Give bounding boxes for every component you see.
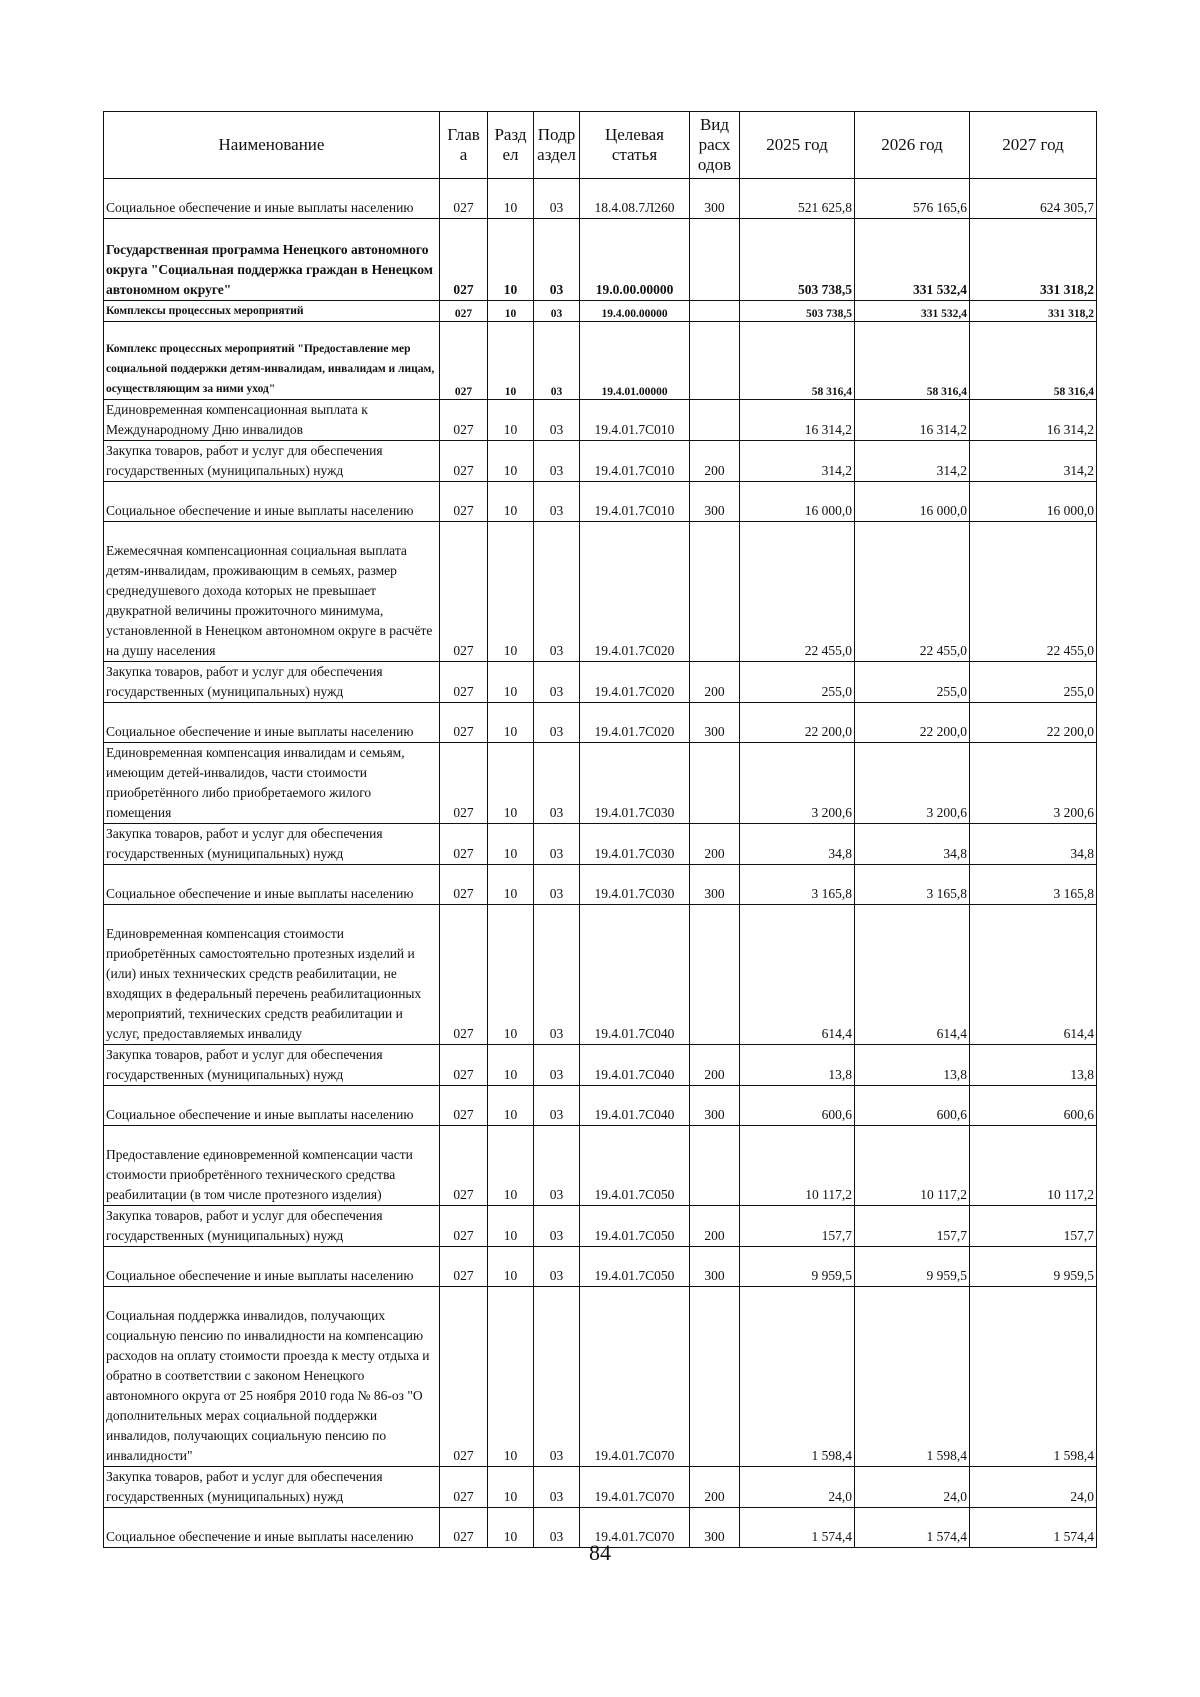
row-name: Социальное обеспечение и иные выплаты населению [104,1247,440,1287]
row-podrazdel: 03 [534,1086,580,1126]
row-2026: 3 165,8 [855,865,970,905]
row-2027: 16 314,2 [970,400,1097,441]
row-2027: 331 318,2 [970,219,1097,301]
row-statya: 19.4.01.7С030 [580,865,690,905]
header-podrazdel: Подр аздел [534,112,580,179]
row-glava: 027 [440,219,488,301]
row-glava: 027 [440,824,488,865]
row-vid: 300 [690,865,740,905]
row-2026: 600,6 [855,1086,970,1126]
row-name: Социальное обеспечение и иные выплаты населению [104,703,440,743]
row-2026: 13,8 [855,1045,970,1086]
row-2027: 624 305,7 [970,179,1097,219]
row-vid [690,219,740,301]
row-2027: 22 455,0 [970,522,1097,662]
row-statya: 18.4.08.7Л260 [580,179,690,219]
row-2027: 34,8 [970,824,1097,865]
row-razdel: 10 [488,1467,534,1508]
row-podrazdel: 03 [534,703,580,743]
row-2027: 314,2 [970,441,1097,482]
header-statya: Целевая статья [580,112,690,179]
row-2025: 614,4 [740,905,855,1045]
row-glava: 027 [440,441,488,482]
row-statya: 19.4.00.00000 [580,301,690,322]
row-vid: 300 [690,482,740,522]
table-row [104,1126,1097,1206]
row-vid: 300 [690,179,740,219]
row-glava: 027 [440,1045,488,1086]
row-razdel: 10 [488,865,534,905]
row-2027: 24,0 [970,1467,1097,1508]
row-name: Закупка товаров, работ и услуг для обеспечения государственных (муниципальных) нужд [104,1045,440,1086]
row-statya: 19.4.01.7С010 [580,441,690,482]
row-podrazdel: 03 [534,1045,580,1086]
table-row [104,1247,1097,1287]
row-2025: 1 598,4 [740,1287,855,1467]
row-glava: 027 [440,301,488,322]
row-glava: 027 [440,400,488,441]
row-glava: 027 [440,1508,488,1548]
table-row [104,482,1097,522]
row-2025: 34,8 [740,824,855,865]
row-podrazdel: 03 [534,743,580,824]
row-razdel: 10 [488,1086,534,1126]
row-name: Социальное обеспечение и иные выплаты населению [104,1086,440,1126]
row-glava: 027 [440,662,488,703]
row-statya: 19.4.01.7С020 [580,703,690,743]
row-statya: 19.4.01.7С030 [580,824,690,865]
row-vid: 200 [690,1206,740,1247]
table-row [104,743,1097,824]
row-name: Единовременная компенсация стоимости приобретённых самостоятельно протезных изделий и (или) иных технических средств реабилитации, не входящих в федеральный перечень реабилитационных мероприятий, технических средств реабилитации и услуг, предоставляемых инвалиду [104,905,440,1045]
header-vid: Вид расх одов [690,112,740,179]
table-row [104,1206,1097,1247]
row-glava: 027 [440,703,488,743]
row-razdel: 10 [488,482,534,522]
row-2027: 614,4 [970,905,1097,1045]
row-glava: 027 [440,1126,488,1206]
row-vid [690,1126,740,1206]
row-2026: 157,7 [855,1206,970,1247]
row-2025: 157,7 [740,1206,855,1247]
row-2027: 58 316,4 [970,322,1097,400]
row-glava: 027 [440,179,488,219]
table-row [104,219,1097,301]
row-razdel: 10 [488,1045,534,1086]
row-name: Социальное обеспечение и иные выплаты населению [104,1508,440,1548]
row-podrazdel: 03 [534,482,580,522]
row-glava: 027 [440,905,488,1045]
row-glava: 027 [440,743,488,824]
header-name: Наименование [104,112,440,179]
row-podrazdel: 03 [534,662,580,703]
row-name: Закупка товаров, работ и услуг для обеспечения государственных (муниципальных) нужд [104,1467,440,1508]
row-glava: 027 [440,1247,488,1287]
row-vid: 300 [690,1508,740,1548]
row-vid: 200 [690,441,740,482]
row-vid [690,1287,740,1467]
row-name: Комплексы процессных мероприятий [104,301,440,322]
row-2025: 3 200,6 [740,743,855,824]
row-statya: 19.4.01.7С030 [580,743,690,824]
row-statya: 19.4.01.7С050 [580,1247,690,1287]
row-statya: 19.4.01.7С070 [580,1287,690,1467]
row-statya: 19.4.01.7С040 [580,1086,690,1126]
row-name: Комплекс процессных мероприятий "Предоставление мер социальной поддержки детям-инвалидам, инвалидам и лицам, осуществляющим за ними уход" [104,322,440,400]
row-statya: 19.4.01.7С040 [580,1045,690,1086]
row-2026: 24,0 [855,1467,970,1508]
row-podrazdel: 03 [534,219,580,301]
row-statya: 19.4.01.7С010 [580,400,690,441]
table-row [104,1086,1097,1126]
row-glava: 027 [440,482,488,522]
row-vid [690,322,740,400]
table-row [104,322,1097,400]
row-statya: 19.4.01.7С070 [580,1467,690,1508]
header-2025: 2025 год [740,112,855,179]
row-podrazdel: 03 [534,1508,580,1548]
row-podrazdel: 03 [534,1467,580,1508]
row-name: Государственная программа Ненецкого автономного округа "Социальная поддержка граждан в Ненецком автономном округе" [104,219,440,301]
row-name: Единовременная компенсация инвалидам и семьям, имеющим детей-инвалидов, части стоимости приобретённого либо приобретаемого жилого помещения [104,743,440,824]
row-2026: 314,2 [855,441,970,482]
row-2025: 22 455,0 [740,522,855,662]
row-name: Предоставление единовременной компенсации части стоимости приобретённого технического средства реабилитации (в том числе протезного изделия) [104,1126,440,1206]
budget-table [103,111,1097,1548]
row-2027: 1 598,4 [970,1287,1097,1467]
row-name: Социальная поддержка инвалидов, получающих социальную пенсию по инвалидности на компенсацию расходов на оплату стоимости проезда к месту отдыха и обратно в соответствии с законом Ненецкого автономного округа от 25 ноября 2010 года № 86-оз "О дополнительных мерах социальной поддержки инвалидов, получающих социальную пенсию по инвалидности" [104,1287,440,1467]
table-row [104,824,1097,865]
row-razdel: 10 [488,905,534,1045]
row-2026: 22 455,0 [855,522,970,662]
row-razdel: 10 [488,743,534,824]
row-2027: 22 200,0 [970,703,1097,743]
row-razdel: 10 [488,219,534,301]
table-row [104,905,1097,1045]
table-header-row [104,112,1097,179]
row-2027: 10 117,2 [970,1126,1097,1206]
table-row [104,703,1097,743]
table-row [104,662,1097,703]
row-podrazdel: 03 [534,179,580,219]
row-vid [690,301,740,322]
row-razdel: 10 [488,703,534,743]
row-2026: 16 314,2 [855,400,970,441]
row-glava: 027 [440,322,488,400]
row-razdel: 10 [488,1206,534,1247]
table-row [104,522,1097,662]
row-2026: 576 165,6 [855,179,970,219]
row-2027: 3 200,6 [970,743,1097,824]
row-statya: 19.4.01.00000 [580,322,690,400]
row-podrazdel: 03 [534,1287,580,1467]
table-row [104,1287,1097,1467]
row-2026: 255,0 [855,662,970,703]
row-name: Социальное обеспечение и иные выплаты населению [104,179,440,219]
table-row [104,1467,1097,1508]
row-razdel: 10 [488,662,534,703]
row-2026: 614,4 [855,905,970,1045]
row-statya: 19.4.01.7С010 [580,482,690,522]
row-vid [690,522,740,662]
row-razdel: 10 [488,179,534,219]
row-statya: 19.4.01.7С020 [580,522,690,662]
row-2025: 22 200,0 [740,703,855,743]
row-glava: 027 [440,865,488,905]
row-2025: 314,2 [740,441,855,482]
row-2025: 24,0 [740,1467,855,1508]
header-glava: Глав а [440,112,488,179]
row-glava: 027 [440,1287,488,1467]
table-row [104,1045,1097,1086]
header-razdel: Разд ел [488,112,534,179]
row-2025: 503 738,5 [740,219,855,301]
row-2027: 331 318,2 [970,301,1097,322]
row-2025: 16 000,0 [740,482,855,522]
row-vid: 300 [690,703,740,743]
row-name: Закупка товаров, работ и услуг для обеспечения государственных (муниципальных) нужд [104,441,440,482]
row-glava: 027 [440,1086,488,1126]
row-2026: 10 117,2 [855,1126,970,1206]
row-2027: 9 959,5 [970,1247,1097,1287]
row-2026: 9 959,5 [855,1247,970,1287]
row-2026: 16 000,0 [855,482,970,522]
row-2025: 3 165,8 [740,865,855,905]
row-2026: 22 200,0 [855,703,970,743]
row-2025: 13,8 [740,1045,855,1086]
row-razdel: 10 [488,301,534,322]
row-podrazdel: 03 [534,865,580,905]
row-name: Закупка товаров, работ и услуг для обеспечения государственных (муниципальных) нужд [104,824,440,865]
row-podrazdel: 03 [534,1126,580,1206]
row-2025: 521 625,8 [740,179,855,219]
header-2026: 2026 год [855,112,970,179]
row-2025: 503 738,5 [740,301,855,322]
row-vid: 200 [690,1045,740,1086]
row-name: Социальное обеспечение и иные выплаты населению [104,482,440,522]
row-name: Ежемесячная компенсационная социальная выплата детям-инвалидам, проживающим в семьях, размер среднедушевого дохода которых не превышает двукратной величины прожиточного минимума, установленной в Ненецком автономном округе в расчёте на душу населения [104,522,440,662]
row-vid: 300 [690,1086,740,1126]
row-razdel: 10 [488,1126,534,1206]
table-row [104,179,1097,219]
row-razdel: 10 [488,1508,534,1548]
row-statya: 19.4.01.7С050 [580,1126,690,1206]
row-name: Единовременная компенсационная выплата к Международному Дню инвалидов [104,400,440,441]
row-2025: 16 314,2 [740,400,855,441]
row-2027: 157,7 [970,1206,1097,1247]
row-2027: 1 574,4 [970,1508,1097,1548]
row-podrazdel: 03 [534,522,580,662]
row-podrazdel: 03 [534,400,580,441]
table-row [104,441,1097,482]
row-2027: 255,0 [970,662,1097,703]
row-vid: 200 [690,662,740,703]
row-razdel: 10 [488,400,534,441]
table-row [104,400,1097,441]
row-2026: 3 200,6 [855,743,970,824]
row-2025: 600,6 [740,1086,855,1126]
row-2025: 10 117,2 [740,1126,855,1206]
row-vid: 200 [690,824,740,865]
row-razdel: 10 [488,1287,534,1467]
row-podrazdel: 03 [534,905,580,1045]
row-vid: 300 [690,1247,740,1287]
row-razdel: 10 [488,824,534,865]
row-podrazdel: 03 [534,322,580,400]
row-glava: 027 [440,522,488,662]
row-podrazdel: 03 [534,1206,580,1247]
row-2027: 13,8 [970,1045,1097,1086]
row-2026: 34,8 [855,824,970,865]
row-glava: 027 [440,1206,488,1247]
row-podrazdel: 03 [534,301,580,322]
row-2026: 1 574,4 [855,1508,970,1548]
row-2027: 600,6 [970,1086,1097,1126]
row-razdel: 10 [488,441,534,482]
row-razdel: 10 [488,522,534,662]
row-podrazdel: 03 [534,824,580,865]
row-vid: 200 [690,1467,740,1508]
header-2027: 2027 год [970,112,1097,179]
row-glava: 027 [440,1467,488,1508]
row-vid [690,905,740,1045]
table-row [104,865,1097,905]
row-razdel: 10 [488,1247,534,1287]
row-2026: 331 532,4 [855,219,970,301]
row-2025: 58 316,4 [740,322,855,400]
row-2025: 1 574,4 [740,1508,855,1548]
row-podrazdel: 03 [534,1247,580,1287]
row-name: Социальное обеспечение и иные выплаты населению [104,865,440,905]
table-row [104,301,1097,322]
row-statya: 19.4.01.7С050 [580,1206,690,1247]
row-razdel: 10 [488,322,534,400]
row-2025: 255,0 [740,662,855,703]
row-statya: 19.4.01.7С070 [580,1508,690,1548]
row-2025: 9 959,5 [740,1247,855,1287]
row-vid [690,400,740,441]
row-statya: 19.0.00.00000 [580,219,690,301]
row-2026: 58 316,4 [855,322,970,400]
row-podrazdel: 03 [534,441,580,482]
row-name: Закупка товаров, работ и услуг для обеспечения государственных (муниципальных) нужд [104,1206,440,1247]
row-2027: 3 165,8 [970,865,1097,905]
row-2026: 1 598,4 [855,1287,970,1467]
row-statya: 19.4.01.7С020 [580,662,690,703]
row-statya: 19.4.01.7С040 [580,905,690,1045]
row-2026: 331 532,4 [855,301,970,322]
row-2027: 16 000,0 [970,482,1097,522]
row-name: Закупка товаров, работ и услуг для обеспечения государственных (муниципальных) нужд [104,662,440,703]
row-vid [690,743,740,824]
page-number: 84 [589,1540,611,1565]
